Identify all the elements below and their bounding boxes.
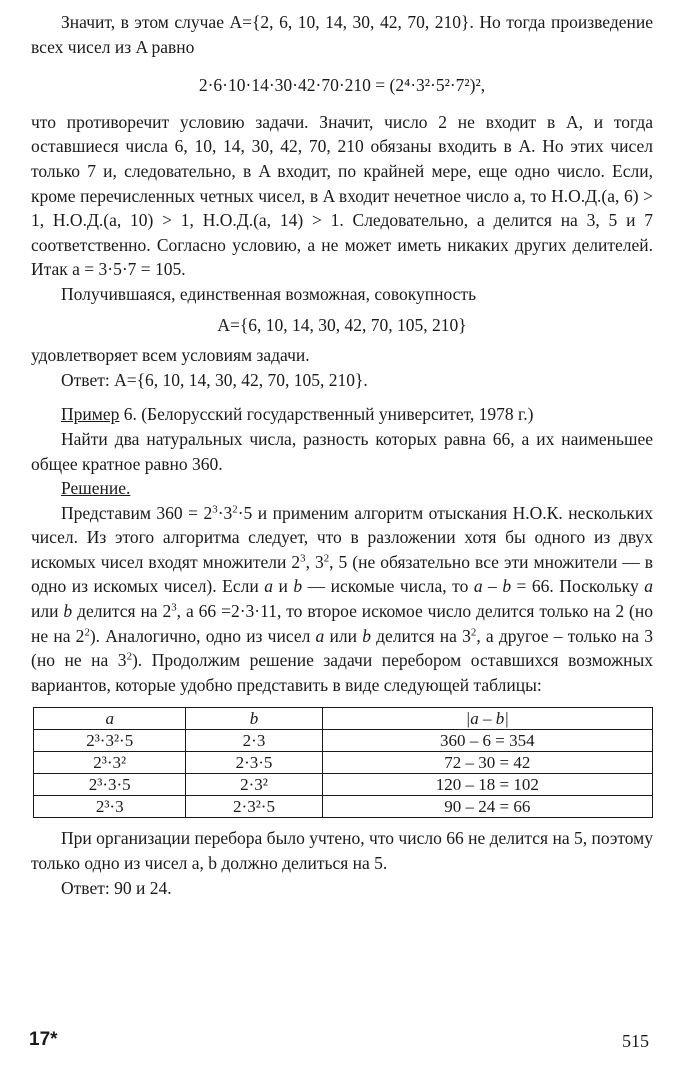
text: ). Аналогично, одно из чисел <box>89 625 316 646</box>
table-row <box>34 752 653 774</box>
table-cell: 2·3·5 <box>186 752 322 774</box>
paragraph-6: При организации перебора было учтено, что число 66 не делится на 5, поэтому только одно из чисел a, b должно делиться на 5. <box>31 828 653 874</box>
table-header: b <box>186 708 322 730</box>
text: , 5 (не обязательно все эти множители — в одно из искомых чисел). Если <box>31 551 654 597</box>
formula-product: 2·6·10·14·30·42·70·210 = (2⁴·3²·5²·7²)², <box>198 75 486 96</box>
table-cell: 2·3² <box>186 774 322 796</box>
paragraph-1: Значит, в этом случае A={2, 6, 10, 14, 30, 42, 70, 210}. Но тогда произведение всех чисел из A равно <box>31 12 653 57</box>
table-header: |a – b| <box>322 708 652 730</box>
text: делится на 3 <box>370 625 471 646</box>
paragraph-2: что противоречит условию задачи. Значит, число 2 не входит в A, и тогда оставшиеся числа 6, 10, 14, 30, 42, 70, 210 обязаны входить в A. Но этих чисел только 7 и, следовательно, в A входит, по крайней мере, еще одно число. Если, кроме перечисленных четных чисел, в A входит нечетное число a, то Н.О.Д.(a, 6) > 1, Н.О.Д.(a, 10) > 1, Н.О.Д.(a, 14) > 1. Следовательно, a делится на 3, 5 и 7 соответственно. Согласно условию, a не может иметь никаких других делителей. Итак a = 3·5·7 = 105. <box>31 111 653 280</box>
text: и <box>272 576 294 597</box>
table-cell: 2³·3² <box>34 752 186 774</box>
table-cell: 90 – 24 = 66 <box>322 796 652 818</box>
text: , а другое – только на 3 (но не на 3 <box>31 625 654 671</box>
page-number: 515 <box>622 1031 649 1051</box>
task-statement: Найти два натуральных числа, разность которых равна 66, а их наименьшее общее кратное равно 360. <box>31 428 653 474</box>
variants-table <box>33 707 653 818</box>
table-header-row <box>34 708 653 730</box>
table-cell: 72 – 30 = 42 <box>322 752 652 774</box>
table-cell: 2³·3 <box>34 796 186 818</box>
example-source: 6. (Белорусский государственный университет, 1978 г.) <box>119 404 534 425</box>
text: Представим 360 = 2 <box>61 502 213 523</box>
text: или <box>31 601 64 622</box>
page-content <box>31 10 653 900</box>
answer-2: Ответ: 90 и 24. <box>61 877 172 898</box>
table-cell: 2³·3²·5 <box>34 730 186 752</box>
text: ·3 <box>217 502 233 523</box>
text: ·5 и применим алгоритм отыскания Н.О.К. нескольких чисел. Из этого алгоритма следует, что в разложении хотя бы одного из двух искомых чисел входят множители 2 <box>31 502 654 572</box>
paragraph-5: Представим $360 = 2^3\cdot 3^2\cdot 5$ и применим алгоритм отыскания Н.О.К. нескольких чисел. Из этого алгоритма следует, что в разложении хотя бы одного из двух искомых чисел входят множители $2^3$, $3^2$, 5 (не обязательно все эти множители — в одно из искомых чисел). Если a и b — искомые числа, то a – b = 66. Поскольку a или b делится на $2^3$, а 66 =2·3·11, то второе искомое число делится только на 2 (но не на $2^2$). Аналогично, одно из чисел a или b делится на $3^2$, а другое – только на 3 (но не на $3^2$). Продолжим решение задачи перебором оставшихся возможных вариантов, которые удобно представить в виде следующей таблицы: <box>31 502 654 695</box>
solution-label: Решение. <box>61 478 131 499</box>
paragraph-3: Получившаяся, единственная возможная, совокупность <box>61 283 477 304</box>
example-label: Пример <box>61 404 120 425</box>
answer-1: Ответ: A={6, 10, 14, 30, 42, 70, 105, 210}. <box>61 369 368 390</box>
table-cell: 2·3²·5 <box>186 796 322 818</box>
table-cell: 2³·3·5 <box>34 774 186 796</box>
signature-mark: 17* <box>29 1029 58 1050</box>
table-header: a <box>34 708 186 730</box>
table-cell: 2·3 <box>186 730 322 752</box>
table-row <box>34 796 653 818</box>
text: — искомые числа, то <box>302 576 474 597</box>
text: ). Продолжим решение задачи перебором оставшихся возможных вариантов, которые удобно представить в виде следующей таблицы: <box>31 650 653 695</box>
text: делится на 2 <box>72 601 172 622</box>
table-row <box>34 730 653 752</box>
text: , а 66 =2·3·11, то второе искомое число делится только на 2 (но не на 2 <box>31 601 653 646</box>
text: , 3 <box>305 551 324 572</box>
set-a: A={6, 10, 14, 30, 42, 70, 105, 210} <box>217 314 467 335</box>
text: = 66. Поскольку <box>511 576 645 597</box>
paragraph-4: удовлетворяет всем условиям задачи. <box>31 345 310 366</box>
solution-heading <box>31 476 653 501</box>
example-heading <box>31 402 653 427</box>
table-row <box>34 774 653 796</box>
table-cell: 120 – 18 = 102 <box>322 774 652 796</box>
table-cell: 360 – 6 = 354 <box>322 730 652 752</box>
